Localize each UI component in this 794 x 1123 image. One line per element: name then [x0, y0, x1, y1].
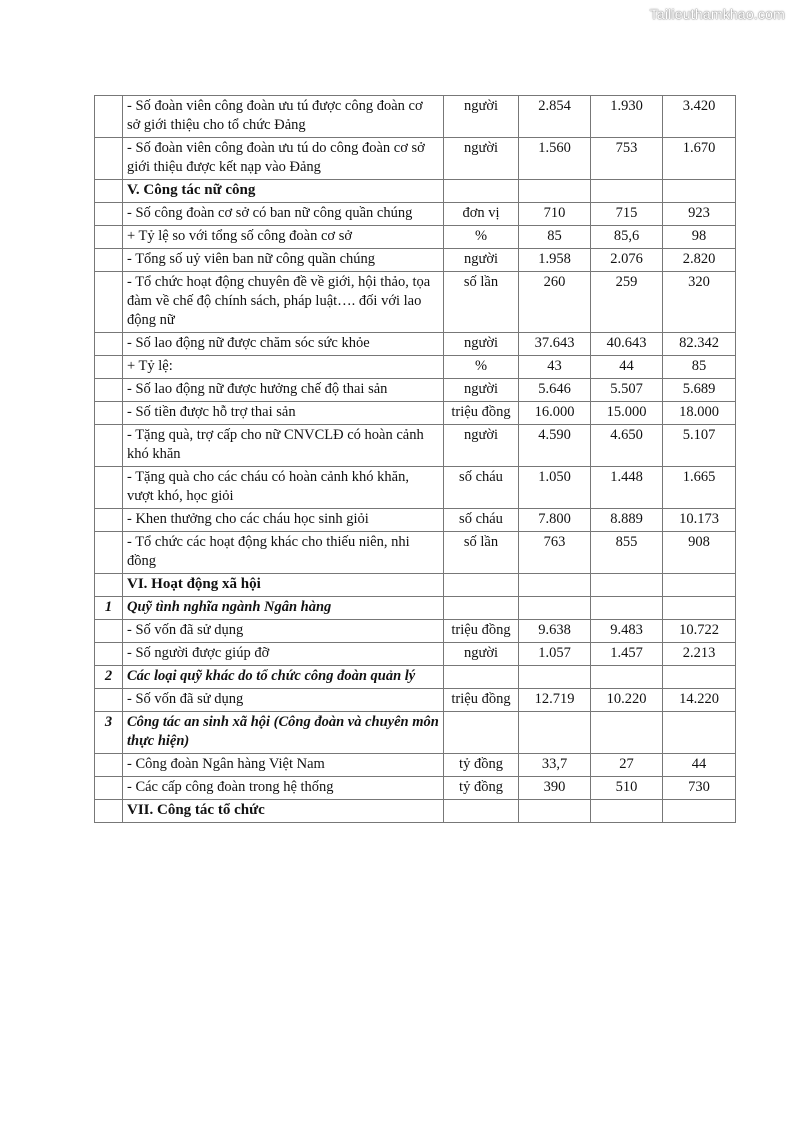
unit-cell: số lần: [444, 532, 519, 574]
table-row: [95, 379, 736, 402]
subsection-heading: Quỹ tình nghĩa ngành Ngân hàng: [123, 597, 444, 620]
table-row: [95, 597, 736, 620]
table-row: [95, 666, 736, 689]
value-2021: 320: [663, 272, 736, 333]
value-2021: 923: [663, 203, 736, 226]
value-2020: 4.650: [591, 425, 663, 467]
value-2020: 510: [591, 777, 663, 800]
value-2021: [663, 666, 736, 689]
unit-cell: triệu đồng: [444, 620, 519, 643]
value-2020: 9.483: [591, 620, 663, 643]
value-2021: 3.420: [663, 96, 736, 138]
table-row: [95, 509, 736, 532]
indicator-description: - Khen thưởng cho các cháu học sinh giỏi: [123, 509, 444, 532]
table-row: [95, 402, 736, 425]
value-2020: [591, 180, 663, 203]
value-2021: 908: [663, 532, 736, 574]
indicator-description: + Tỷ lệ so với tổng số công đoàn cơ sở: [123, 226, 444, 249]
value-2019: [519, 666, 591, 689]
unit-cell: người: [444, 138, 519, 180]
table-row: [95, 643, 736, 666]
table-body: [95, 96, 736, 823]
row-number: [95, 467, 123, 509]
row-number: 3: [95, 712, 123, 754]
value-2019: 85: [519, 226, 591, 249]
row-number: [95, 379, 123, 402]
value-2021: 85: [663, 356, 736, 379]
value-2021: [663, 712, 736, 754]
indicator-description: - Số đoàn viên công đoàn ưu tú do công đoàn cơ sở giới thiệu được kết nạp vào Đảng: [123, 138, 444, 180]
row-number: [95, 532, 123, 574]
value-2020: 27: [591, 754, 663, 777]
value-2021: 10.722: [663, 620, 736, 643]
row-number: [95, 509, 123, 532]
section-heading: VI. Hoạt động xã hội: [123, 574, 444, 597]
value-2019: 1.057: [519, 643, 591, 666]
value-2019: 1.958: [519, 249, 591, 272]
value-2020: [591, 574, 663, 597]
unit-cell: tỷ đồng: [444, 777, 519, 800]
value-2021: 18.000: [663, 402, 736, 425]
value-2020: 15.000: [591, 402, 663, 425]
row-number: [95, 249, 123, 272]
value-2020: 1.448: [591, 467, 663, 509]
table-row: [95, 226, 736, 249]
value-2021: 82.342: [663, 333, 736, 356]
row-number: [95, 138, 123, 180]
value-2021: 5.107: [663, 425, 736, 467]
table-row: [95, 754, 736, 777]
value-2020: 1.930: [591, 96, 663, 138]
unit-cell: số cháu: [444, 509, 519, 532]
value-2020: 2.076: [591, 249, 663, 272]
table-row: [95, 689, 736, 712]
unit-cell: [444, 574, 519, 597]
indicator-description: - Số lao động nữ được hưởng chế độ thai sản: [123, 379, 444, 402]
value-2020: 5.507: [591, 379, 663, 402]
value-2021: 10.173: [663, 509, 736, 532]
indicator-description: - Số công đoàn cơ sở có ban nữ công quần chúng: [123, 203, 444, 226]
subsection-heading: Các loại quỹ khác do tổ chức công đoàn quản lý: [123, 666, 444, 689]
unit-cell: triệu đồng: [444, 689, 519, 712]
unit-cell: [444, 800, 519, 823]
table-row: [95, 333, 736, 356]
value-2019: 1.560: [519, 138, 591, 180]
unit-cell: người: [444, 643, 519, 666]
table-row: [95, 203, 736, 226]
row-number: [95, 203, 123, 226]
row-number: [95, 333, 123, 356]
table-row: [95, 777, 736, 800]
indicator-description: - Số vốn đã sử dụng: [123, 689, 444, 712]
value-2021: [663, 597, 736, 620]
unit-cell: người: [444, 379, 519, 402]
value-2019: 1.050: [519, 467, 591, 509]
value-2019: 710: [519, 203, 591, 226]
value-2020: [591, 712, 663, 754]
value-2021: [663, 800, 736, 823]
row-number: [95, 356, 123, 379]
unit-cell: %: [444, 356, 519, 379]
table-row: [95, 356, 736, 379]
unit-cell: người: [444, 96, 519, 138]
value-2019: [519, 712, 591, 754]
statistics-table: [94, 95, 736, 823]
table-row: [95, 180, 736, 203]
value-2019: 4.590: [519, 425, 591, 467]
row-number: [95, 800, 123, 823]
unit-cell: tỷ đồng: [444, 754, 519, 777]
table-row: [95, 532, 736, 574]
value-2019: 260: [519, 272, 591, 333]
value-2019: 5.646: [519, 379, 591, 402]
row-number: [95, 402, 123, 425]
value-2020: 855: [591, 532, 663, 574]
row-number: [95, 272, 123, 333]
value-2019: 33,7: [519, 754, 591, 777]
indicator-description: - Tổ chức các hoạt động khác cho thiếu niên, nhi đồng: [123, 532, 444, 574]
unit-cell: [444, 712, 519, 754]
indicator-description: - Số đoàn viên công đoàn ưu tú được công đoàn cơ sở giới thiệu cho tổ chức Đảng: [123, 96, 444, 138]
value-2020: 10.220: [591, 689, 663, 712]
value-2020: 8.889: [591, 509, 663, 532]
value-2019: 16.000: [519, 402, 591, 425]
unit-cell: số cháu: [444, 467, 519, 509]
row-number: [95, 754, 123, 777]
indicator-description: - Số người được giúp đỡ: [123, 643, 444, 666]
value-2019: 2.854: [519, 96, 591, 138]
value-2019: 9.638: [519, 620, 591, 643]
row-number: [95, 574, 123, 597]
value-2019: [519, 180, 591, 203]
row-number: [95, 180, 123, 203]
unit-cell: [444, 597, 519, 620]
indicator-description: - Các cấp công đoàn trong hệ thống: [123, 777, 444, 800]
unit-cell: người: [444, 425, 519, 467]
row-number: [95, 96, 123, 138]
indicator-description: - Số tiền được hỗ trợ thai sản: [123, 402, 444, 425]
value-2020: 715: [591, 203, 663, 226]
value-2020: 85,6: [591, 226, 663, 249]
indicator-description: - Công đoàn Ngân hàng Việt Nam: [123, 754, 444, 777]
row-number: 1: [95, 597, 123, 620]
unit-cell: đơn vị: [444, 203, 519, 226]
row-number: [95, 777, 123, 800]
row-number: [95, 620, 123, 643]
value-2019: [519, 597, 591, 620]
unit-cell: người: [444, 249, 519, 272]
indicator-description: + Tỷ lệ:: [123, 356, 444, 379]
table-row: [95, 712, 736, 754]
section-heading: V. Công tác nữ công: [123, 180, 444, 203]
value-2021: 1.670: [663, 138, 736, 180]
table-row: [95, 272, 736, 333]
table-row: [95, 425, 736, 467]
value-2020: 753: [591, 138, 663, 180]
value-2019: 7.800: [519, 509, 591, 532]
value-2020: [591, 597, 663, 620]
value-2019: [519, 574, 591, 597]
value-2021: 2.820: [663, 249, 736, 272]
indicator-description: - Tặng quà cho các cháu có hoàn cảnh khó khăn, vượt khó, học giỏi: [123, 467, 444, 509]
table-row: [95, 620, 736, 643]
value-2020: [591, 666, 663, 689]
value-2021: [663, 574, 736, 597]
indicator-description: - Số lao động nữ được chăm sóc sức khỏe: [123, 333, 444, 356]
value-2019: [519, 800, 591, 823]
value-2019: 12.719: [519, 689, 591, 712]
value-2020: 259: [591, 272, 663, 333]
value-2021: 730: [663, 777, 736, 800]
indicator-description: - Tặng quà, trợ cấp cho nữ CNVCLĐ có hoàn cảnh khó khăn: [123, 425, 444, 467]
section-heading: VII. Công tác tổ chức: [123, 800, 444, 823]
unit-cell: [444, 180, 519, 203]
unit-cell: triệu đồng: [444, 402, 519, 425]
value-2020: 1.457: [591, 643, 663, 666]
value-2021: 14.220: [663, 689, 736, 712]
value-2021: 5.689: [663, 379, 736, 402]
indicator-description: - Tổ chức hoạt động chuyên đề về giới, hội thảo, tọa đàm về chế độ chính sách, pháp luật…. đối với lao động nữ: [123, 272, 444, 333]
indicator-description: - Số vốn đã sử dụng: [123, 620, 444, 643]
value-2020: [591, 800, 663, 823]
unit-cell: người: [444, 333, 519, 356]
table-row: [95, 800, 736, 823]
value-2021: [663, 180, 736, 203]
value-2019: 390: [519, 777, 591, 800]
value-2021: 98: [663, 226, 736, 249]
row-number: 2: [95, 666, 123, 689]
value-2019: 37.643: [519, 333, 591, 356]
row-number: [95, 226, 123, 249]
unit-cell: số lần: [444, 272, 519, 333]
row-number: [95, 689, 123, 712]
value-2020: 40.643: [591, 333, 663, 356]
unit-cell: [444, 666, 519, 689]
table-row: [95, 249, 736, 272]
table-row: [95, 467, 736, 509]
subsection-heading: Công tác an sinh xã hội (Công đoàn và chuyên môn thực hiện): [123, 712, 444, 754]
value-2019: 763: [519, 532, 591, 574]
value-2019: 43: [519, 356, 591, 379]
watermark: Tailieuthamkhao.com: [649, 6, 785, 22]
unit-cell: %: [444, 226, 519, 249]
value-2020: 44: [591, 356, 663, 379]
indicator-description: - Tổng số uỷ viên ban nữ công quần chúng: [123, 249, 444, 272]
row-number: [95, 643, 123, 666]
table-row: [95, 96, 736, 138]
table-row: [95, 574, 736, 597]
value-2021: 1.665: [663, 467, 736, 509]
value-2021: 44: [663, 754, 736, 777]
table-row: [95, 138, 736, 180]
row-number: [95, 425, 123, 467]
value-2021: 2.213: [663, 643, 736, 666]
